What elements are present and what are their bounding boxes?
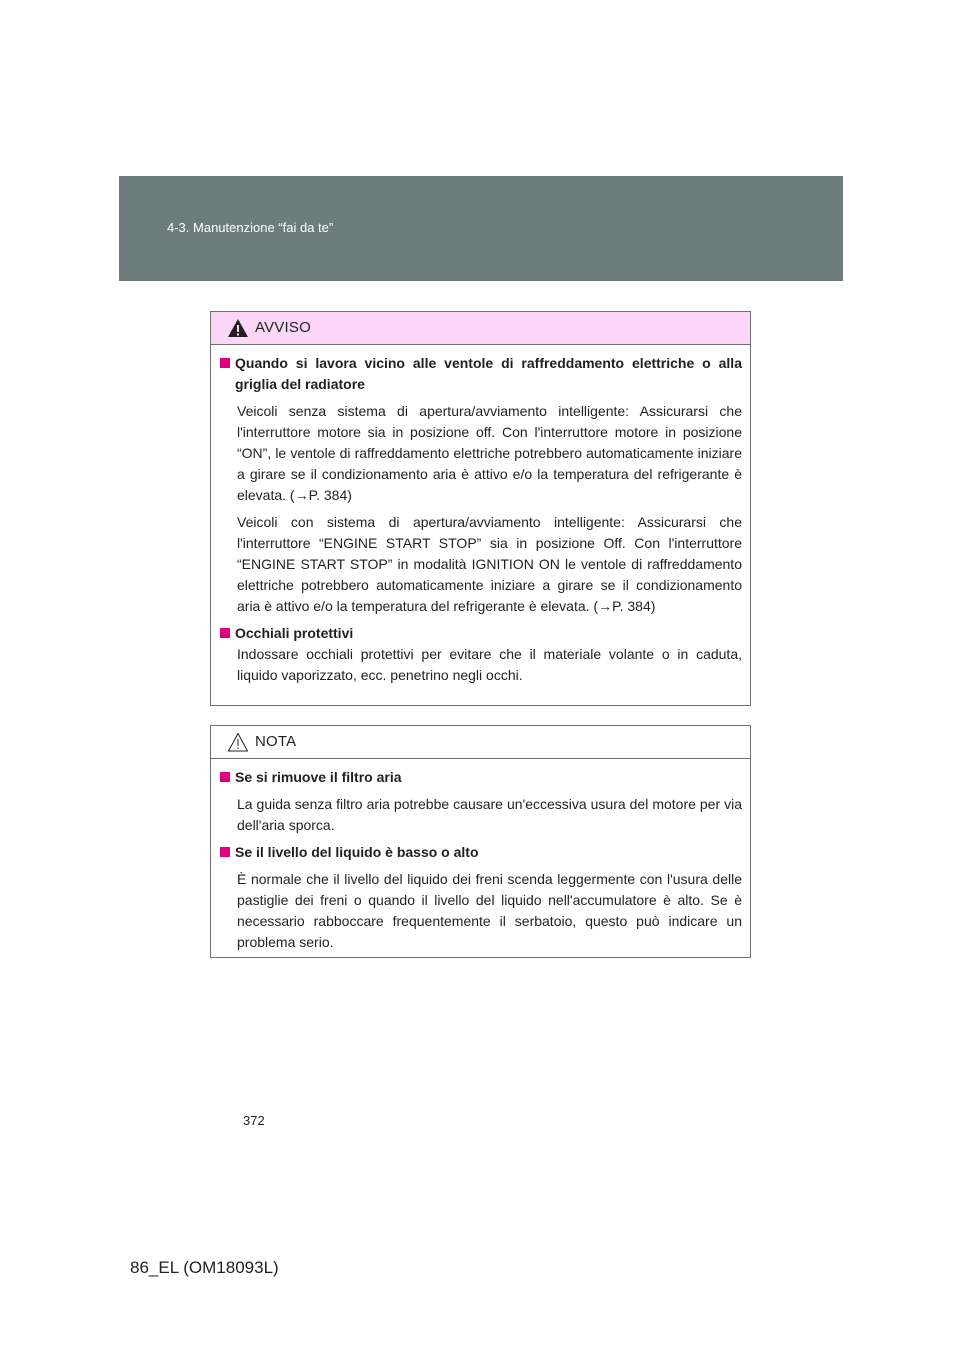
bullet-square-icon — [220, 358, 230, 368]
bullet-square-icon — [220, 772, 230, 782]
section-header-band — [119, 176, 843, 281]
page-number: 372 — [243, 1113, 265, 1128]
item-paragraph: Veicoli senza sistema di apertura/avviamento intelligente: Assicurarsi che l'interruttore motore sia in posizione off. Con l'interruttore motore in posizione “ON”, le ventole di raffreddamento elettriche potrebbero automaticamente iniziare a girare se il condizionamento aria è attivo e/o la temperatura del refrigerante è elevata. (→P. 384) — [237, 403, 742, 503]
note-box — [210, 725, 751, 958]
warning-triangle-icon — [227, 318, 249, 338]
bullet-square-icon — [220, 847, 230, 857]
warning-body — [211, 345, 750, 686]
warning-title: AVVISO — [255, 319, 311, 336]
note-item — [219, 842, 742, 953]
note-body — [211, 759, 750, 953]
warning-item — [219, 353, 742, 617]
note-box-header — [211, 726, 750, 759]
item-heading: Quando si lavora vicino alle ventole di raffreddamento elettriche o alla griglia del radiatore — [235, 355, 742, 392]
note-title: NOTA — [255, 733, 297, 750]
bullet-square-icon — [220, 628, 230, 638]
warning-item — [219, 623, 742, 686]
item-paragraph: La guida senza filtro aria potrebbe causare un'eccessiva usura del motore per via dell'aria sporca. — [237, 796, 742, 833]
note-item — [219, 767, 742, 836]
document-code: 86_EL (OM18093L) — [130, 1258, 279, 1277]
section-title: 4-3. Manutenzione “fai da te” — [167, 220, 334, 235]
item-heading: Occhiali protettivi — [235, 625, 354, 641]
item-heading: Se si rimuove il filtro aria — [235, 769, 402, 785]
caution-triangle-outline-icon — [227, 732, 249, 752]
warning-box — [210, 311, 751, 706]
item-paragraph: Veicoli con sistema di apertura/avviamento intelligente: Assicurarsi che l'interruttore “ENGINE START STOP” sia in posizione Off. Con l'interruttore “ENGINE START STOP” in modalità IGNITION ON le ventole di raffreddamento elettriche potrebbero automaticamente iniziare a girare se il condizionamento aria è attivo e/o la temperatura del refrigerante è elevata. (→P. 384) — [237, 514, 742, 614]
item-heading: Se il livello del liquido è basso o alto — [235, 844, 479, 860]
item-paragraph: Indossare occhiali protettivi per evitare che il materiale volante o in caduta, liquido vaporizzato, ecc. penetrino negli occhi. — [237, 646, 742, 683]
item-paragraph: È normale che il livello del liquido dei freni scenda leggermente con l'usura delle pastiglie dei freni o quando il livello del liquido nell'accumulatore è alto. Se è necessario rabboccare frequentemente il serbatoio, questo può indicare un problema serio. — [237, 871, 742, 950]
warning-box-header — [211, 312, 750, 345]
